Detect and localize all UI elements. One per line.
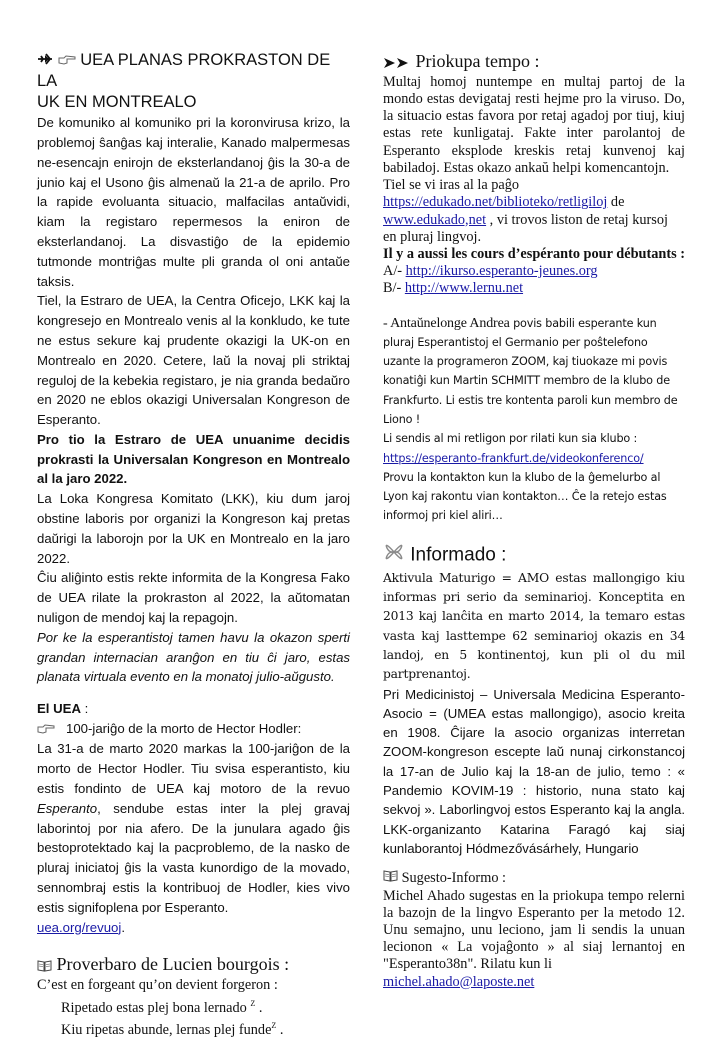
article-uea-postpones: [37, 50, 350, 687]
paragraph: Provu la kontakton kun la klubo de la ĝemelurbo al Lyon kaj rakontu vian kontakton… Ĉe la retejo estas informoj pri kiel aliri…: [383, 470, 667, 523]
paragraph: Tiel, la Estraro de UEA, la Centra Oficejo, LKK kaj la kongresejo en Montrealo venis al la konkludo, ke tute ne estus sekure kaj prudente okazigi la UK-on en Montrealo en 2020. Cetere, laŭ la novaj pli striktaj reguloj de la kebekia registaro, je nia granda bedaŭro en 2020 ne eblos okazigi Universalan Kongreson de Esperanto.: [37, 293, 350, 428]
paragraph: La Loka Kongresa Komitato (LKK), kiu dum jaroj obstine laboris por organizi la Kongreson kaj pretas daŭrigi la laborojn por la UK en Montrealo en la jaro 2022.: [37, 491, 350, 566]
article-andrea-zoom: [383, 314, 685, 526]
link-line: [383, 974, 685, 991]
section-heading: El UEA :: [37, 701, 89, 717]
pointing-hand-icon: [58, 50, 76, 71]
link-line: [383, 449, 685, 468]
article-informado: [383, 542, 685, 858]
link-line: A/- http://ikurso.esperanto-jeunes.org: [383, 263, 598, 280]
paragraph: Tiel se vi iras al la paĝo: [383, 177, 520, 194]
article-priokupa-tempo: [383, 50, 685, 298]
left-column: [37, 50, 350, 1039]
email-link[interactable]: michel.ahado@laposte.net: [383, 973, 535, 990]
proverb-line: Ripetado estas plej bona lernado $^Z$ .: [61, 998, 263, 1016]
double-arrowhead-icon: [383, 52, 411, 74]
subheading: 100-jariĝo de la morto de Hector Hodler:: [37, 719, 350, 739]
article-title: [37, 50, 350, 113]
article-title: Informado :: [383, 542, 685, 569]
paragraph-bold: Il y a aussi les cours d’espéranto pour débutants :: [383, 245, 685, 262]
article-title: Sugesto-Informo :: [383, 870, 685, 887]
article-proverbaro: [37, 953, 350, 1038]
paragraph: Multaj homoj nuntempe en multaj partoj de la mondo estas devigataj resti hejme pro la viruso. Do, la situacio estas favora por retaj agadoj por tiuj, kiuj estas rete kunligataj. Fakte inter parolantoj de Esperanto eksplode kreskis retaj kunvenoj kaj babiladoj. Estas okazo ankaŭ helpi komencantojn.: [383, 73, 685, 176]
pointing-hand-icon: [37, 720, 55, 740]
edukado-retligiloj-link[interactable]: https://edukado.net/biblioteko/retligiloj: [383, 194, 608, 211]
paragraph-bold: Pro tio la Estraro de UEA unuanime decidis prokrasti la Universalan Kongreson en Montrealo al la jaro 2022.: [37, 431, 350, 487]
right-column: [383, 50, 685, 991]
paragraph: La 31-a de marto 2020 markas la 100-jariĝon de la morto de Hector Hodler. Tiu svisa esperantisto, kiu estis fondinto de UEA kaj motoro de la revuo Esperanto, sendube estas inter la plej gravaj laborintoj por nia afero. De la junulara agado ĝis bestoprotektado kaj la pacproblemo, de la nasko de pluraj iniciatoj ĝis la vasta kunordigo de la movado, sennombraj estis la kontribuoj de Hodler, kies vivo estis signifoplena por Esperanto.: [37, 741, 350, 915]
paragraph: Michel Ahado sugestas en la priokupa tempo relerni la bazojn de la lingvo Esperanto per la metodo 12. Unu semajno, unu leciono, jam li sendis la unuan lecionon « La vojaĝonto » al siaj lernantoj en "Esperanto38n". Rilatu kun li: [383, 887, 685, 973]
link-line: www.edukado,net , vi trovos liston de retaj kursoj en pluraj lingvoj.: [383, 211, 668, 245]
ikurso-link[interactable]: http://ikurso.esperanto-jeunes.org: [405, 263, 598, 280]
link-line: uea.org/revuoj.: [37, 919, 125, 935]
paragraph: Pri Medicinistoj – Universala Medicina Esperanto-Asocio = (UMEA estas mallongigo), asocio kreita en 1908. Ĉijare la asocio organizas interretan ZOOM-kongreson escepte laŭ nunaj cirkonstancoj la 17-an de Julio kaj la 18-an de julio, temo : « Pandemio KOVIM-19 : historio, nuna stato kaj sekvoj ». Laborlingvoj estos Esperanto kaj la angla. LKK-organizanto Katarina Faragó kaj siaj kunlaborantoj Hódmezővásárhely, Hungario: [383, 686, 685, 856]
airplane-icon: [37, 50, 53, 71]
frankfurt-videokonferenco-link[interactable]: https://esperanto-frankfurt.de/videokonferenco/: [383, 451, 644, 465]
article-sugesto-informo: [383, 870, 685, 991]
link-line: B/- http://www.lernu.net: [383, 280, 524, 297]
article-title: Priokupa tempo :: [383, 50, 685, 74]
article-el-uea: [37, 699, 350, 937]
proverb-line: C’est en forgeant qu’on devient forgeron :: [37, 977, 278, 994]
paragraph-italic: Por ke la esperantistoj tamen havu la okazon sperti grandan internacian aranĝon en tiu ĉi jaro, estas planata virtuala evento en la monatoj julio-aŭgusto.: [37, 629, 350, 685]
article-title: Proverbaro de Lucien bourgois :: [37, 953, 350, 977]
lernu-link[interactable]: http://www.lernu.net: [404, 280, 524, 297]
paragraph: Li sendis al mi retligon por rilati kun sia klubo :: [383, 432, 638, 446]
flower-knot-icon: [383, 542, 405, 569]
paragraph: Ĉiu aliĝinto estis rekte informita de la Kongresa Fako de UEA rilate la prokraston al 2022, la aŭtomatan nuligon de mendoj kaj la repagojn.: [37, 570, 350, 626]
article-title-line2: UK EN MONTREALO: [37, 93, 197, 112]
book-icon: [383, 870, 398, 887]
paragraph: Aktivula Maturigo = AMO estas mallongigo kiu informas pri serio da seminarioj. Konceptita en 2013 kaj lanĉita en marto 2014, la temaro estas vasta kaj lasttempe 62 seminarioj okazis en 34 landoj, en 5 kontinentoj, kun pli ol du mil partprenantoj.: [383, 570, 685, 682]
edukado-link[interactable]: www.edukado,net: [383, 211, 487, 228]
book-icon: [37, 955, 52, 977]
paragraph: - Antaŭnelonge Andrea povis babili esperante kun pluraj Esperantistoj el Germanio per poŝtelefono uzante la programeron ZOOM, kaj tiuokaze mi povis konatiĝi kun Martin SCHMITT membro de la klubo de Frankfurto. Li estis tre kontenta paroli kun membro de Liono !: [383, 315, 678, 426]
proverb-line: Kiu ripetas abunde, lernas plej funde$^Z$ .: [61, 1020, 284, 1038]
article-title-line1: UEA PLANAS PROKRASTON DE LA: [37, 51, 331, 91]
uea-revuoj-link[interactable]: uea.org/revuoj: [37, 919, 122, 935]
paragraph: De komuniko al komuniko pri la koronvirusa krizo, la problemoj ŝanĝas kaj interalie, Kanado malpermesas ne-esencajn enirojn de eksterlandanoj ĝis la 30-a de junio kaj el Usono ĝis almenaŭ la 21-a de aprilo. Pro la rapide evoluanta situacio, malfacilas antaŭvidi, kiam la registaro repermesos la eniron de eksterlandanoj. La disvastiĝo de la epidemio tutmonde montriĝas multe pli granda ol oni antaŭe taksis.: [37, 115, 350, 289]
link-line: https://edukado.net/biblioteko/retligiloj de: [383, 194, 625, 211]
